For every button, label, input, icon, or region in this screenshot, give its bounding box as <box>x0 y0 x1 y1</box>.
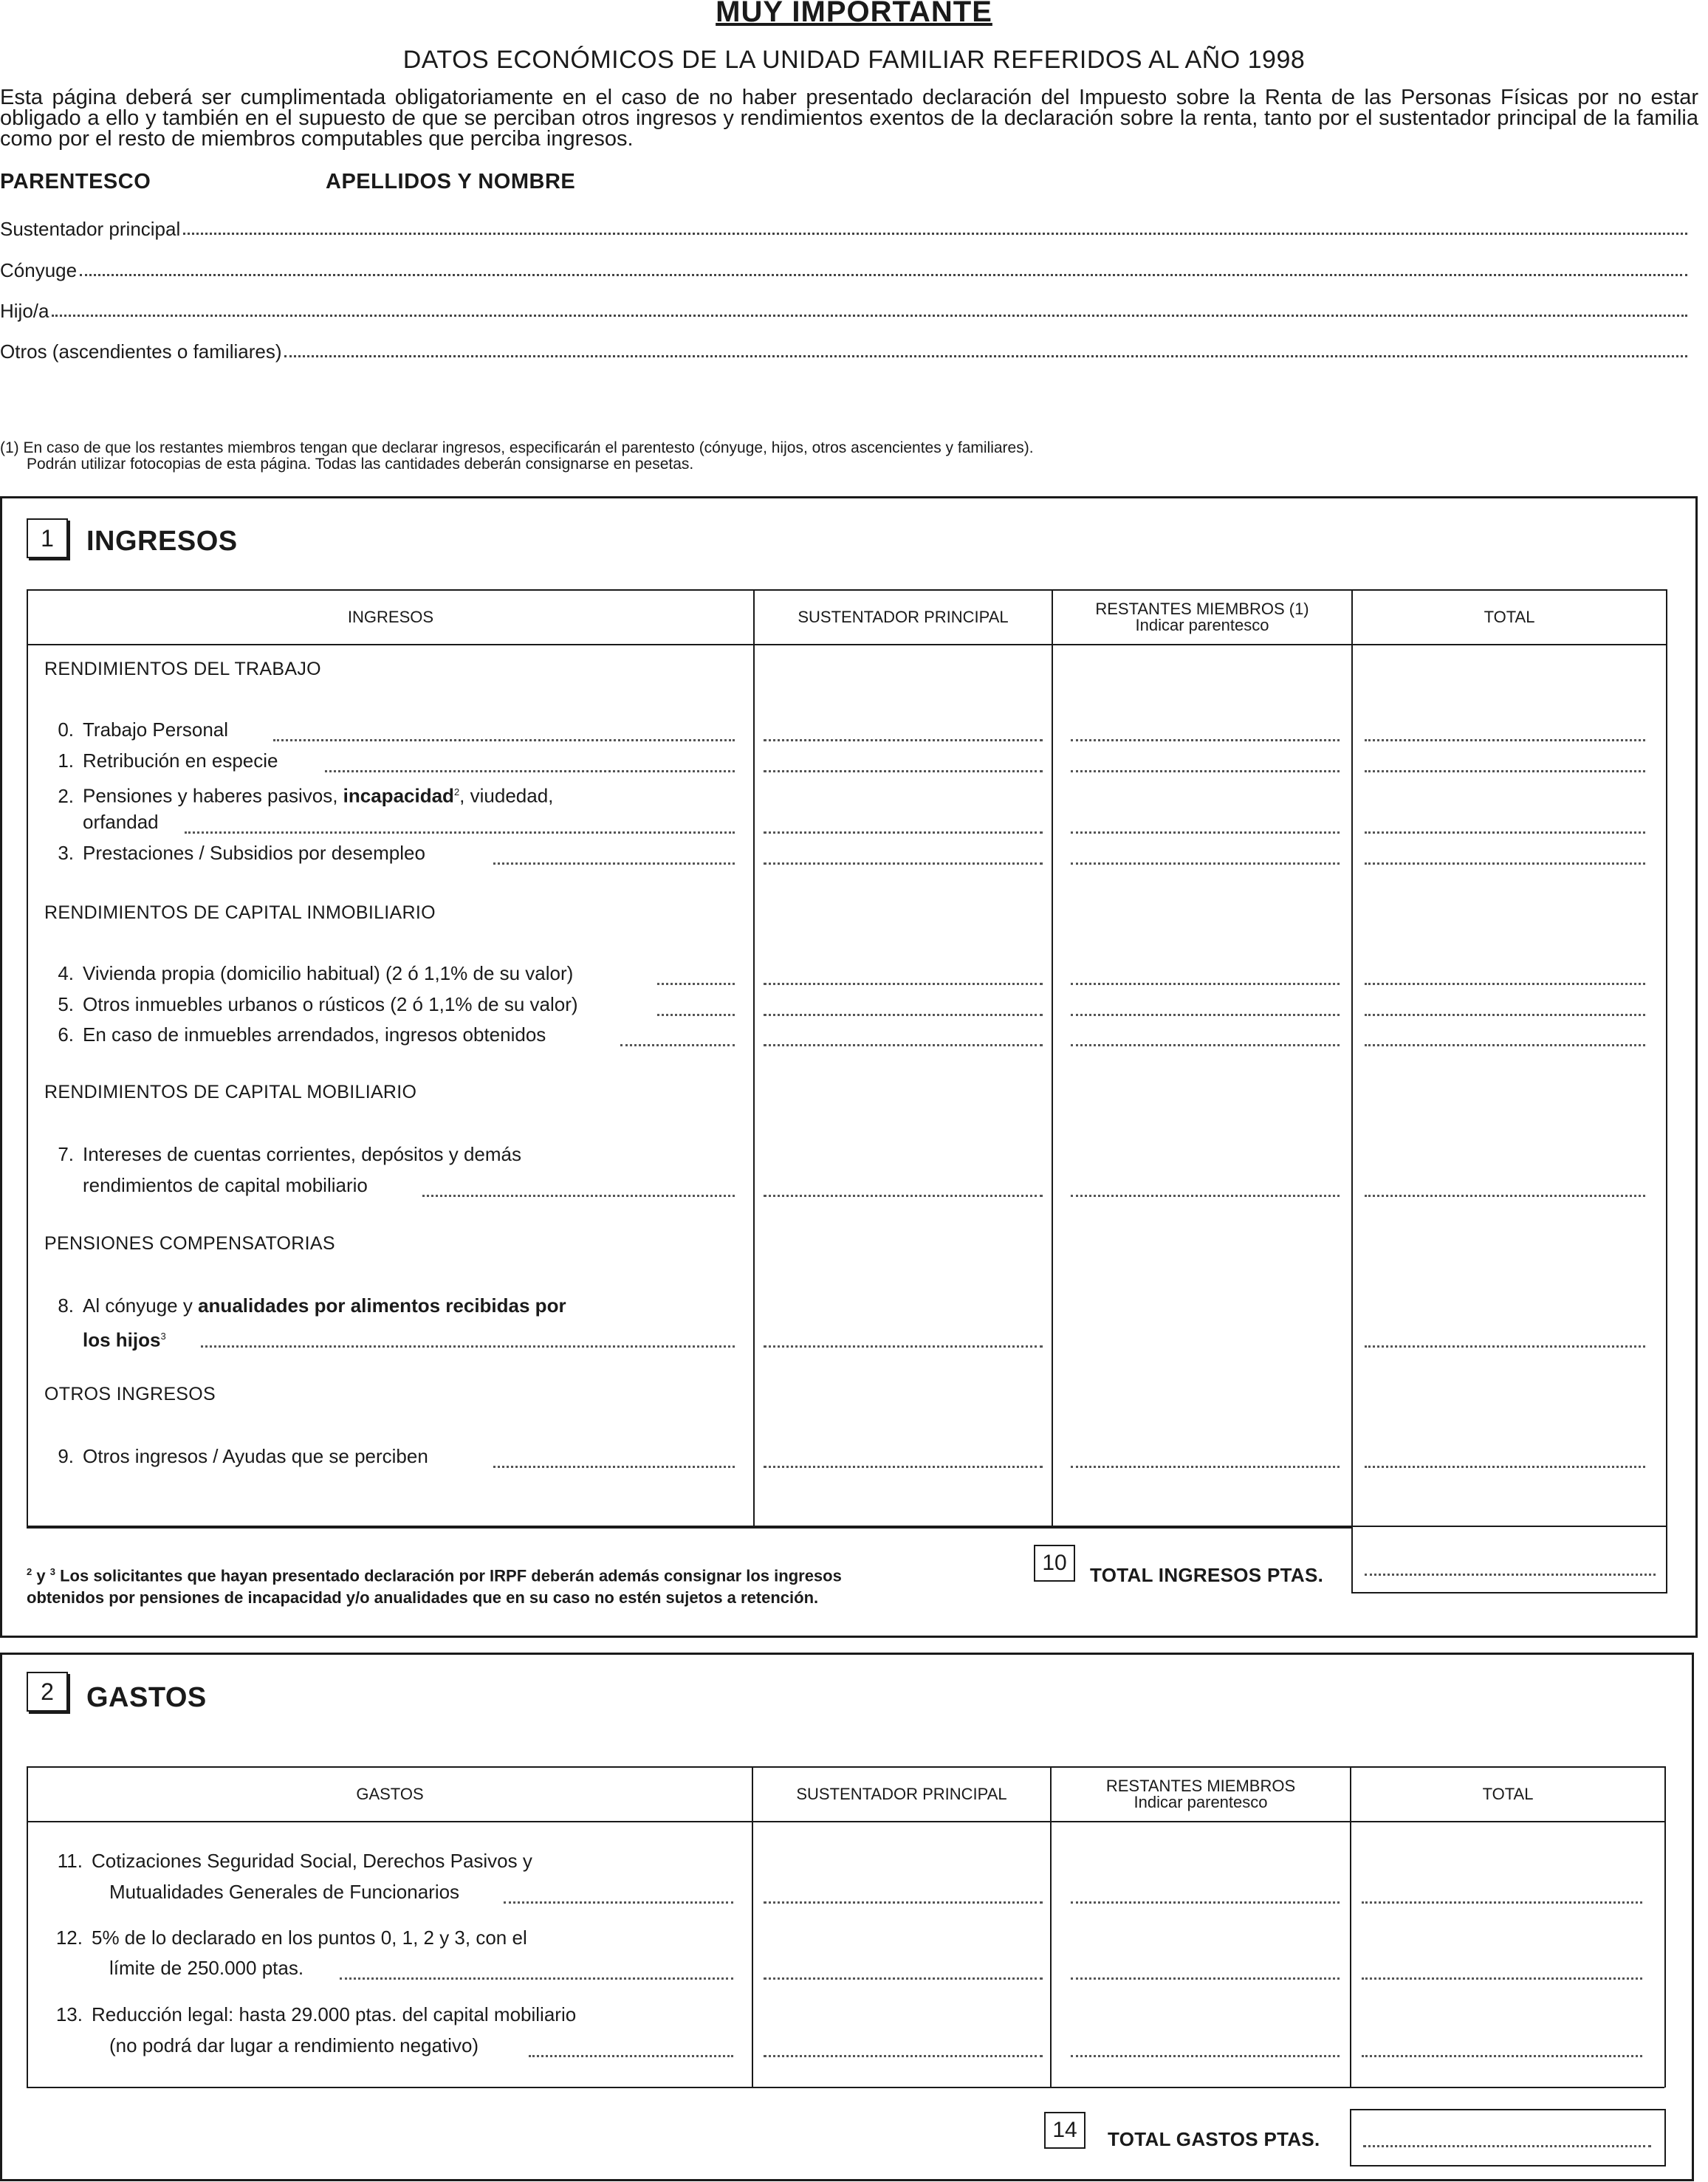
leader-dots <box>340 1977 733 1980</box>
fill-restantes-6[interactable] <box>1071 1043 1340 1046</box>
family-row-sustentador[interactable] <box>0 214 1687 241</box>
fill-total-12[interactable] <box>1362 1977 1642 1980</box>
item-11 <box>44 1846 532 1876</box>
fill-total-6[interactable] <box>1365 1043 1645 1046</box>
item-text-a: Pensiones y haberes pasivos, <box>83 784 343 807</box>
family-row-label: Cónyuge <box>0 259 78 281</box>
fill-restantes-3[interactable] <box>1071 862 1340 865</box>
item-3 <box>44 838 425 868</box>
fill-restantes-13[interactable] <box>1071 2054 1340 2057</box>
note-line-1: Los solicitantes que hayan presentado declaración por IRPF deberán además consignar los ingresos <box>60 1566 842 1585</box>
item-number: 2. <box>58 784 74 807</box>
fill-restantes-0[interactable] <box>1071 738 1340 741</box>
leader-dots <box>422 1194 735 1197</box>
item-number: 9. <box>58 1445 74 1467</box>
name-fill-line[interactable] <box>284 354 1687 357</box>
fill-sustentador-1[interactable] <box>764 769 1043 772</box>
footnote <box>0 440 1477 473</box>
item-text-c: los hijos <box>83 1328 161 1351</box>
item-text: Intereses de cuentas corrientes, depósitos y demás <box>83 1143 521 1165</box>
item-text: Otros ingresos / Ayudas que se perciben <box>83 1445 428 1467</box>
item-number: 12. <box>55 1927 83 1949</box>
note-line-2: obtenidos por pensiones de incapacidad y/o anualidades que en su caso no estén sujetos a retención. <box>27 1588 819 1608</box>
item-text: Trabajo Personal <box>83 718 229 741</box>
item-text-b: incapacidad <box>343 784 454 807</box>
item-8-cont <box>83 1321 166 1356</box>
header-restantes <box>1052 590 1352 645</box>
leader-dots <box>201 1345 735 1348</box>
fill-sustentador-4[interactable] <box>764 982 1043 985</box>
item-5 <box>44 989 578 1020</box>
fill-total-9[interactable] <box>1365 1465 1645 1468</box>
item-text: Reducción legal: hasta 29.000 ptas. del capital mobiliario <box>92 2003 577 2025</box>
item-text: Vivienda propia (domicilio habitual) (2 ó 1,1% de su valor) <box>83 962 574 984</box>
gastos-table-bottom-rule <box>27 2087 1664 2088</box>
total-ingresos-fill[interactable] <box>1365 1573 1656 1576</box>
fill-total-7[interactable] <box>1365 1194 1645 1197</box>
name-fill-line[interactable] <box>52 314 1687 317</box>
item-12-cont: límite de 250.000 ptas. <box>109 1957 304 1979</box>
cat-pensiones: PENSIONES COMPENSATORIAS <box>44 1233 335 1254</box>
header-sustentador: SUSTENTADOR PRINCIPAL <box>752 1767 1051 1822</box>
ingresos-table <box>27 589 1667 1527</box>
fill-total-8[interactable] <box>1365 1345 1645 1348</box>
fill-sustentador-9[interactable] <box>764 1465 1043 1468</box>
fill-total-13[interactable] <box>1362 2054 1642 2057</box>
item-12 <box>44 1923 527 1953</box>
header-restantes <box>1051 1767 1351 1822</box>
leader-dots <box>657 1013 735 1016</box>
fill-sustentador-7[interactable] <box>764 1194 1043 1197</box>
leader-dots <box>273 738 735 741</box>
total-ingresos-number: 10 <box>1034 1545 1075 1582</box>
item-number: 11. <box>57 1850 83 1872</box>
fill-restantes-5[interactable] <box>1071 1013 1340 1016</box>
footnote-ref: 3 <box>160 1331 166 1342</box>
name-fill-line[interactable] <box>183 232 1687 235</box>
fill-total-2[interactable] <box>1365 831 1645 834</box>
item-number: 13. <box>55 2003 83 2025</box>
fill-sustentador-3[interactable] <box>764 862 1043 865</box>
header-total: TOTAL <box>1351 1767 1665 1822</box>
item-text: Otros inmuebles urbanos o rústicos (2 ó 1,1% de su valor) <box>83 993 578 1015</box>
cat-trabajo: RENDIMIENTOS DEL TRABAJO <box>44 659 321 679</box>
item-9 <box>44 1441 428 1472</box>
fill-sustentador-11[interactable] <box>764 1901 1043 1904</box>
item-number: 5. <box>58 993 74 1015</box>
total-ingresos-box[interactable] <box>1351 1527 1667 1593</box>
fill-restantes-9[interactable] <box>1071 1465 1340 1468</box>
fill-sustentador-5[interactable] <box>764 1013 1043 1016</box>
item-6 <box>44 1020 546 1050</box>
leader-dots <box>325 769 735 772</box>
total-gastos-label: TOTAL GASTOS PTAS. <box>1108 2128 1320 2150</box>
fill-sustentador-6[interactable] <box>764 1043 1043 1046</box>
family-row-label: Hijo/a <box>0 300 49 322</box>
item-2 <box>44 777 553 812</box>
item-13-cont: (no podrá dar lugar a rendimiento negativo) <box>109 2034 479 2056</box>
header-total: TOTAL <box>1352 590 1667 645</box>
fill-restantes-7[interactable] <box>1071 1194 1340 1197</box>
item-text: 5% de lo declarado en los puntos 0, 1, 2 y 3, con el <box>92 1927 527 1949</box>
fill-restantes-2[interactable] <box>1071 831 1340 834</box>
item-text: En caso de inmuebles arrendados, ingresos obtenidos <box>83 1023 546 1046</box>
family-row-label: Sustentador principal <box>0 218 181 240</box>
cat-otros: OTROS INGRESOS <box>44 1384 216 1404</box>
item-number: 3. <box>58 842 74 864</box>
note-and: y <box>36 1566 46 1585</box>
item-4 <box>44 958 573 989</box>
leader-dots <box>657 982 735 985</box>
leader-dots <box>493 862 735 865</box>
item-number: 1. <box>58 749 74 772</box>
footnote-line-1: (1) En caso de que los restantes miembros tengan que declarar ingresos, especificarán el parentesto (cónyuge, hijos, otros ascencientes y familiares). <box>0 439 1034 456</box>
fill-total-1[interactable] <box>1365 769 1645 772</box>
header-restantes-line2: Indicar parentesco <box>1133 1793 1268 1811</box>
page-title: MUY IMPORTANTE <box>716 0 992 28</box>
section-number-1: 1 <box>27 518 68 558</box>
leader-dots <box>504 1901 733 1904</box>
item-number: 7. <box>58 1143 74 1165</box>
footnote-ref: 2 <box>453 786 460 797</box>
col-parentesco-heading: PARENTESCO <box>0 170 151 193</box>
intro-paragraph: Esta página deberá ser cumplimentada obligatoriamente en el caso de no haber presentado declaración del Impuesto sobre la Renta de las Personas Físicas por no estar obligado a ello y también en el supuesto de que se perciban otros ingresos y rendimientos exentos de la declaración sobre la renta, tanto por el sustentador principal de la familia como por el resto de miembros computables que perciba ingresos. <box>0 86 1698 151</box>
family-row-label: Otros (ascendientes o familiares) <box>0 340 282 363</box>
item-7 <box>44 1139 521 1170</box>
name-fill-line[interactable] <box>80 273 1687 276</box>
ingresos-note <box>27 1561 1016 1609</box>
total-gastos-number: 14 <box>1044 2112 1085 2149</box>
fill-sustentador-8[interactable] <box>764 1345 1043 1348</box>
col-nombre-heading: APELLIDOS Y NOMBRE <box>326 170 576 193</box>
item-number: 4. <box>58 962 74 984</box>
item-7-cont: rendimientos de capital mobiliario <box>83 1174 368 1196</box>
footnote-line-2: Podrán utilizar fotocopias de esta página. Todas las cantidades deberán consignarse en pesetas. <box>27 456 694 473</box>
note-sup-2: 2 <box>27 1566 32 1577</box>
leader-dots <box>620 1043 735 1046</box>
note-sup-3: 3 <box>49 1566 55 1577</box>
item-number: 8. <box>58 1294 74 1317</box>
item-text: Prestaciones / Subsidios por desempleo <box>83 842 425 864</box>
page-subtitle: DATOS ECONÓMICOS DE LA UNIDAD FAMILIAR REFERIDOS AL AÑO 1998 <box>402 46 1306 74</box>
header-ingresos: INGRESOS <box>27 590 754 645</box>
item-text: Retribución en especie <box>83 749 278 772</box>
fill-sustentador-13[interactable] <box>764 2054 1043 2057</box>
fill-total-11[interactable] <box>1362 1901 1642 1904</box>
item-text-c: , viudedad, <box>459 784 554 807</box>
fill-restantes-12[interactable] <box>1071 1977 1340 1980</box>
section-number-2: 2 <box>27 1672 68 1712</box>
fill-sustentador-2[interactable] <box>764 831 1043 834</box>
item-0 <box>44 715 228 745</box>
header-gastos: GASTOS <box>27 1767 752 1822</box>
fill-total-0[interactable] <box>1365 738 1645 741</box>
leader-dots <box>493 1465 735 1468</box>
fill-restantes-4[interactable] <box>1071 982 1340 985</box>
item-number: 6. <box>58 1023 74 1046</box>
leader-dots <box>185 831 735 834</box>
family-row-otros[interactable] <box>0 337 1687 363</box>
fill-total-3[interactable] <box>1365 862 1645 865</box>
fill-sustentador-0[interactable] <box>764 738 1043 741</box>
item-11-cont: Mutualidades Generales de Funcionarios <box>109 1881 460 1903</box>
item-1 <box>44 746 278 776</box>
total-ingresos-label: TOTAL INGRESOS PTAS. <box>1090 1564 1324 1586</box>
item-text: Cotizaciones Seguridad Social, Derechos Pasivos y <box>92 1850 532 1872</box>
fill-restantes-11[interactable] <box>1071 1901 1340 1904</box>
fill-restantes-1[interactable] <box>1071 769 1340 772</box>
item-number: 0. <box>58 718 74 741</box>
item-8 <box>44 1291 566 1321</box>
header-restantes-line2: Indicar parentesco <box>1135 616 1269 634</box>
header-sustentador: SUSTENTADOR PRINCIPAL <box>754 590 1052 645</box>
header-restantes-line1: RESTANTES MIEMBROS (1) <box>1095 600 1309 618</box>
cat-mobiliario: RENDIMIENTOS DE CAPITAL MOBILIARIO <box>44 1082 417 1102</box>
fill-total-4[interactable] <box>1365 982 1645 985</box>
item-text-b: anualidades por alimentos recibidas por <box>198 1294 566 1317</box>
gastos-title: GASTOS <box>86 1682 207 1713</box>
ingresos-title: INGRESOS <box>86 526 238 557</box>
family-row-hijo[interactable] <box>0 296 1687 323</box>
leader-dots <box>529 2054 733 2057</box>
family-row-conyuge[interactable] <box>0 255 1687 282</box>
item-text-a: Al cónyuge y <box>83 1294 199 1317</box>
header-restantes-line1: RESTANTES MIEMBROS <box>1105 1777 1296 1795</box>
item-2-cont: orfandad <box>83 811 159 833</box>
total-gastos-box[interactable] <box>1350 2109 1666 2166</box>
cat-inmobiliario: RENDIMIENTOS DE CAPITAL INMOBILIARIO <box>44 902 436 923</box>
fill-sustentador-12[interactable] <box>764 1977 1043 1980</box>
total-gastos-fill[interactable] <box>1363 2144 1651 2147</box>
item-13 <box>44 2000 576 2030</box>
fill-total-5[interactable] <box>1365 1013 1645 1016</box>
